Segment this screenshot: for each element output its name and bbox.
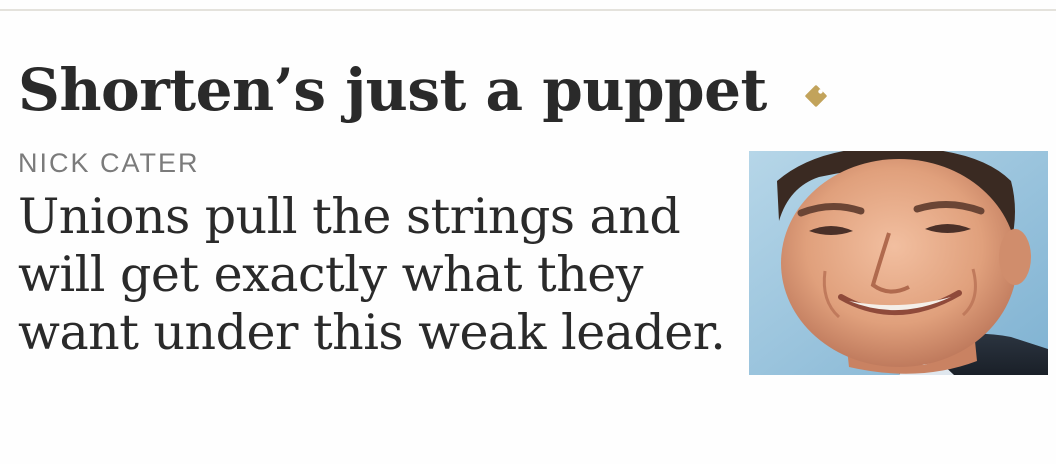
author-photo[interactable]	[749, 151, 1048, 375]
author-byline[interactable]: NICK CATER	[18, 148, 200, 178]
divider	[0, 9, 1056, 11]
article-standfirst: Unions pull the strings and will get exactly what they want under this weak leader.	[18, 188, 726, 361]
article-headline[interactable]: Shorten’s just a puppet	[18, 56, 767, 124]
author-portrait	[749, 151, 1048, 375]
premium-tag-icon	[803, 83, 829, 109]
